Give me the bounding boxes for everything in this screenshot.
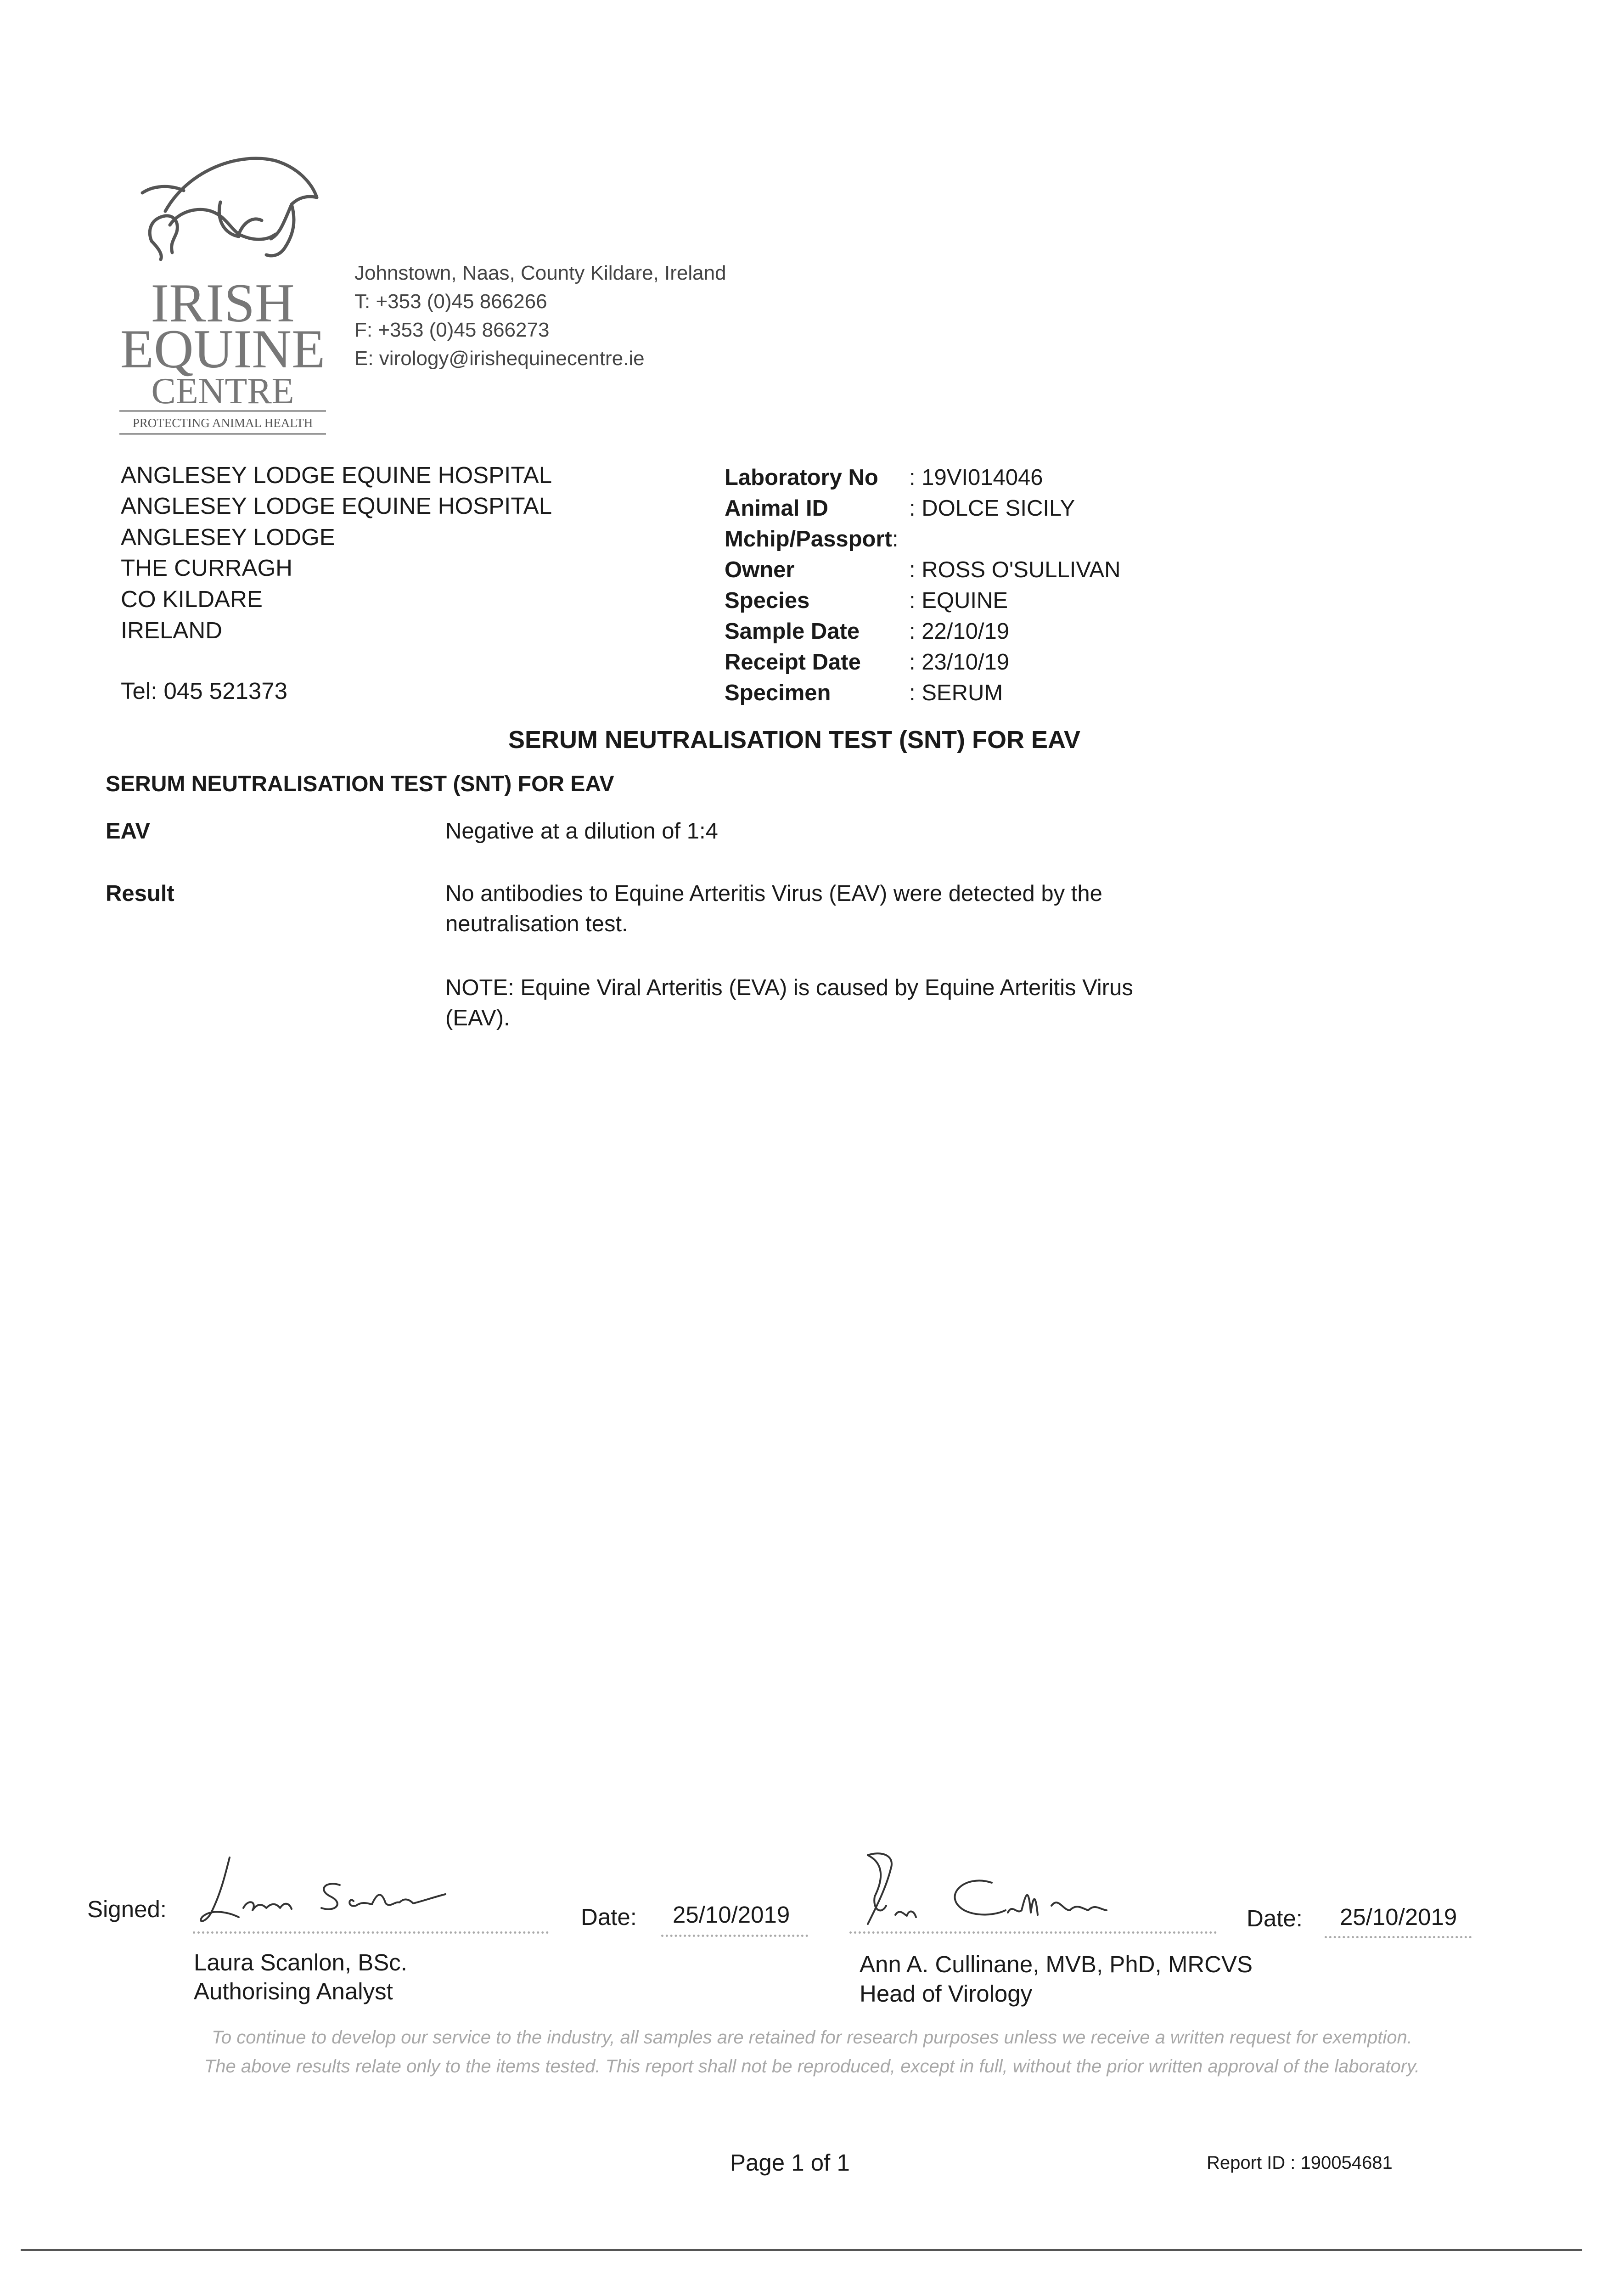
date-line-right <box>1325 1936 1472 1938</box>
detail-value-mchip-passport: : <box>892 527 899 551</box>
disclaimer-line-1: To continue to develop our service to the industry, all samples are retained for research purposes unless we receive a written request for exemption. <box>212 2027 1412 2048</box>
result-note: NOTE: Equine Viral Arteritis (EVA) is caused by Equine Arteritis Virus (EAV). <box>445 975 1133 1030</box>
centre-address: Johnstown, Naas, County Kildare, Ireland <box>354 262 726 284</box>
detail-label-species: Species <box>725 588 810 613</box>
result-label: Result <box>106 881 174 906</box>
recipient-line: THE CURRAGH <box>121 555 293 581</box>
detail-label-owner: Owner <box>725 557 795 582</box>
recipient-line: ANGLESEY LODGE EQUINE HOSPITAL <box>121 493 552 519</box>
recipient-line: ANGLESEY LODGE EQUINE HOSPITAL <box>121 462 552 488</box>
recipient-line: IRELAND <box>121 617 223 643</box>
signer-name-right: Ann A. Cullinane, MVB, PhD, MRCVS <box>860 1951 1253 1977</box>
signature-line-left <box>193 1931 549 1934</box>
date-value-left: 25/10/2019 <box>673 1902 790 1928</box>
signature-ann-cullinane <box>849 1846 1180 1938</box>
disclaimer-line-2: The above results relate only to the items tested. This report shall not be reproduced, except in full, without the prior written approval of the laboratory. <box>204 2056 1420 2077</box>
detail-label-receipt-date: Receipt Date <box>725 650 861 675</box>
centre-phone: T: +353 (0)45 866266 <box>354 290 547 313</box>
date-line-left <box>661 1935 808 1937</box>
detail-value-sample-date: : 22/10/19 <box>909 619 1009 644</box>
detail-label-laboratory-no: Laboratory No <box>725 465 878 490</box>
recipient-line: ANGLESEY LODGE <box>121 524 335 550</box>
detail-value-laboratory-no: : 19VI014046 <box>909 465 1043 490</box>
date-label-right: Date: <box>1247 1905 1303 1931</box>
detail-label-animal-id: Animal ID <box>725 496 828 521</box>
horse-logo-icon <box>115 142 331 441</box>
signer-role-left: Authorising Analyst <box>194 1978 393 2004</box>
signature-line-right <box>849 1931 1217 1934</box>
signer-name-left: Laura Scanlon, BSc. <box>194 1949 407 1975</box>
centre-email: E: virology@irishequinecentre.ie <box>354 347 645 370</box>
recipient-line: CO KILDARE <box>121 586 263 612</box>
result-text: No antibodies to Equine Arteritis Virus (EAV) were detected by the neutralisation test. <box>445 881 1102 936</box>
signed-label: Signed: <box>87 1896 167 1922</box>
detail-value-owner: : ROSS O'SULLIVAN <box>909 557 1121 582</box>
eav-label: EAV <box>106 819 151 844</box>
eav-value: Negative at a dilution of 1:4 <box>445 819 718 844</box>
logo-text-irish: IRISH <box>151 272 295 333</box>
date-value-right: 25/10/2019 <box>1340 1904 1457 1930</box>
logo-text-centre: CENTRE <box>151 371 294 411</box>
logo-text-equine: EQUINE <box>120 318 326 379</box>
signer-role-right: Head of Virology <box>860 1981 1033 2007</box>
detail-label-sample-date: Sample Date <box>725 619 860 644</box>
detail-label-mchip-passport: Mchip/Passport <box>725 527 892 551</box>
centre-fax: F: +353 (0)45 866273 <box>354 319 550 341</box>
detail-value-specimen: : SERUM <box>909 681 1003 705</box>
signature-laura-scanlon <box>188 1844 505 1936</box>
section-title: SERUM NEUTRALISATION TEST (SNT) FOR EAV <box>106 772 614 796</box>
recipient-tel: Tel: 045 521373 <box>121 678 287 704</box>
detail-value-receipt-date: : 23/10/19 <box>909 650 1009 675</box>
irish-equine-centre-logo <box>115 142 331 441</box>
detail-value-animal-id: : DOLCE SICILY <box>909 496 1075 521</box>
logo-tagline: PROTECTING ANIMAL HEALTH <box>132 416 313 430</box>
footer-divider <box>21 2249 1582 2251</box>
detail-label-specimen: Specimen <box>725 681 831 705</box>
report-title: SERUM NEUTRALISATION TEST (SNT) FOR EAV <box>508 726 1080 754</box>
detail-value-species: : EQUINE <box>909 588 1008 613</box>
date-label-left: Date: <box>581 1904 637 1930</box>
report-id: Report ID : 190054681 <box>1207 2153 1393 2173</box>
page-number: Page 1 of 1 <box>730 2150 850 2176</box>
